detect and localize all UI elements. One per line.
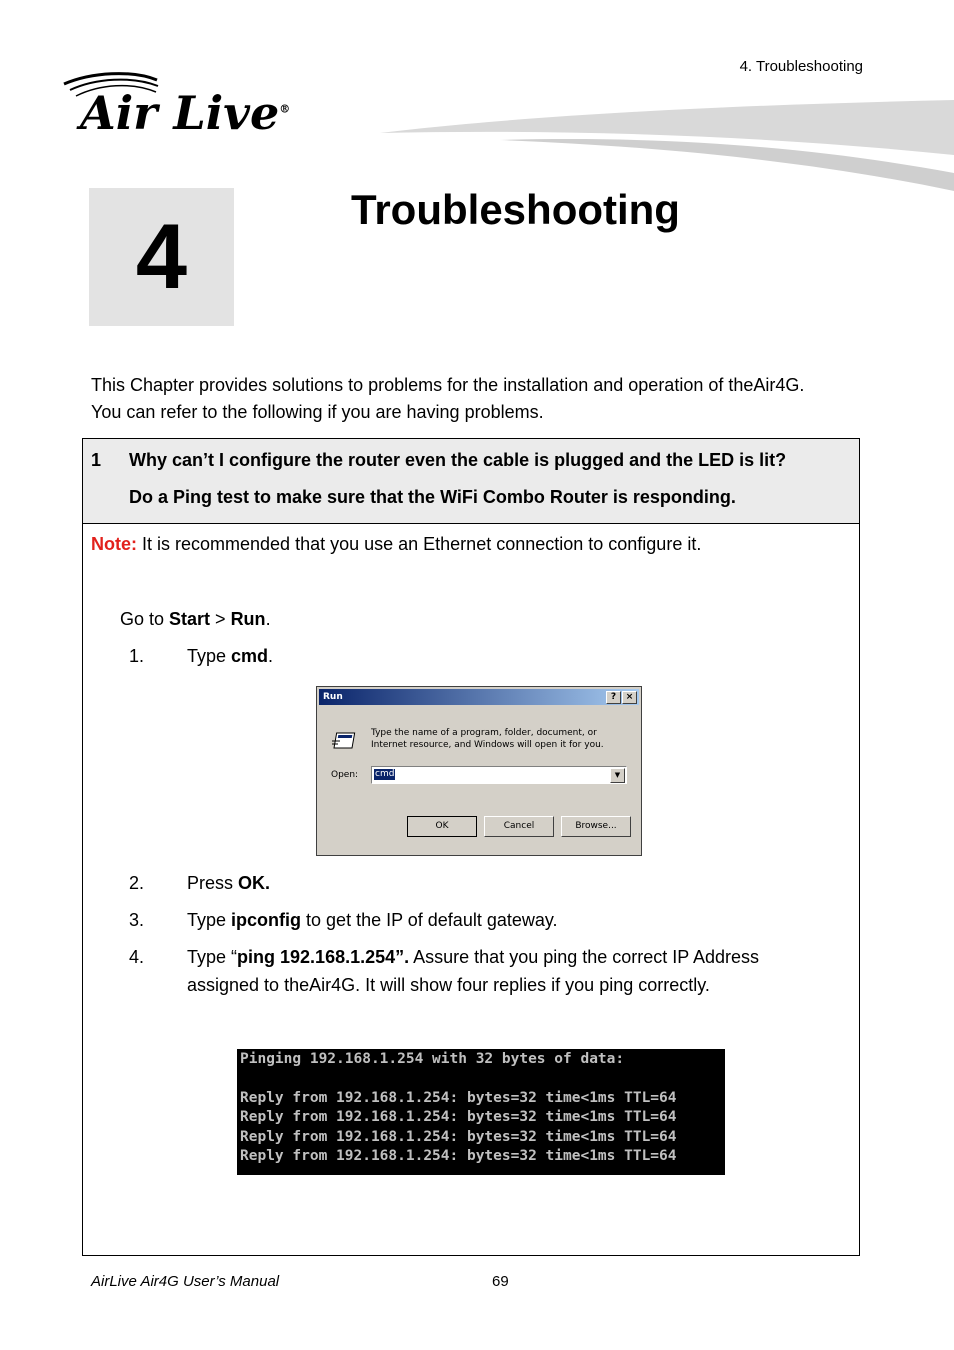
- intro-line-2: You can refer to the following if you are having problems.: [91, 402, 544, 422]
- run-description: Type the name of a program, folder, document, or Internet resource, and Windows will open it for you.: [371, 728, 604, 750]
- console-line: Reply from 192.168.1.254: bytes=32 time<1ms TTL=64: [240, 1109, 677, 1125]
- chapter-title: Troubleshooting: [351, 186, 680, 233]
- goto-prefix: Go to: [120, 609, 170, 629]
- run-dialog-titlebar: [319, 689, 639, 705]
- browse-button[interactable]: Browse...: [561, 816, 631, 837]
- faq-box: [82, 438, 860, 1256]
- run-dialog-title: Run: [323, 692, 343, 702]
- faq-question-header: [83, 439, 859, 524]
- note-text: It is recommended that you use an Ethernet connection to configure it.: [137, 534, 702, 554]
- question-number: 1: [91, 450, 102, 470]
- open-combobox[interactable]: [371, 766, 627, 784]
- console-line: Reply from 192.168.1.254: bytes=32 time<1ms TTL=64: [240, 1129, 677, 1145]
- goto-run: Run: [230, 609, 266, 629]
- open-input-value[interactable]: cmd: [375, 769, 395, 779]
- step-number: 2.: [129, 873, 145, 893]
- question-text: Why can’t I configure the router even the cable is plugged and the LED is lit?: [129, 450, 787, 470]
- chevron-down-icon[interactable]: ▼: [610, 768, 625, 783]
- step-text: Type “ping 192.168.1.254”. Assure that you ping the correct IP Address assigned to theAir4G. It will show four replies if you ping correctly.: [187, 947, 760, 995]
- cancel-button[interactable]: Cancel: [484, 816, 554, 837]
- console-line: Reply from 192.168.1.254: bytes=32 time<1ms TTL=64: [240, 1090, 677, 1106]
- open-label: Open:: [331, 770, 359, 780]
- page-number: 69: [492, 1273, 509, 1290]
- note: [91, 534, 701, 555]
- goto-instruction: [120, 609, 271, 630]
- run-dialog: [316, 686, 642, 856]
- logo-text: Air Live: [80, 86, 280, 140]
- logo-wordmark: [80, 86, 290, 140]
- run-program-icon: [331, 731, 357, 751]
- header-swoosh-graphic: [380, 95, 954, 195]
- goto-end: .: [265, 609, 271, 629]
- registered-mark: ®: [279, 102, 291, 116]
- step-text: Type ipconfig to get the IP of default gateway.: [187, 910, 558, 930]
- intro-line-1: This Chapter provides solutions to problems for the installation and operation of theAir4G.: [91, 375, 805, 395]
- footer-manual-title: AirLive Air4G User’s Manual: [91, 1273, 280, 1290]
- chapter-number: 4: [135, 205, 188, 308]
- step-number: 4.: [129, 947, 145, 967]
- console-line: Reply from 192.168.1.254: bytes=32 time<1ms TTL=64: [240, 1148, 677, 1164]
- step-number: 3.: [129, 910, 145, 930]
- chapter-number-box: [89, 188, 234, 326]
- console-line: Pinging 192.168.1.254 with 32 bytes of data:: [240, 1051, 625, 1067]
- close-button[interactable]: ×: [622, 691, 637, 704]
- help-button[interactable]: ?: [606, 691, 621, 704]
- step-number: 1.: [129, 646, 145, 666]
- step-text: Press OK.: [187, 873, 271, 893]
- note-label: Note:: [91, 534, 137, 554]
- running-header: 4. Troubleshooting: [739, 58, 863, 75]
- ok-button[interactable]: OK: [407, 816, 477, 837]
- step-text: Type cmd.: [187, 646, 274, 666]
- ping-console-output: [237, 1049, 725, 1175]
- goto-sep: >: [210, 609, 231, 629]
- question-answer: Do a Ping test to make sure that the WiFi Combo Router is responding.: [129, 487, 736, 507]
- goto-start: Start: [169, 609, 211, 629]
- intro-paragraph: [91, 372, 871, 426]
